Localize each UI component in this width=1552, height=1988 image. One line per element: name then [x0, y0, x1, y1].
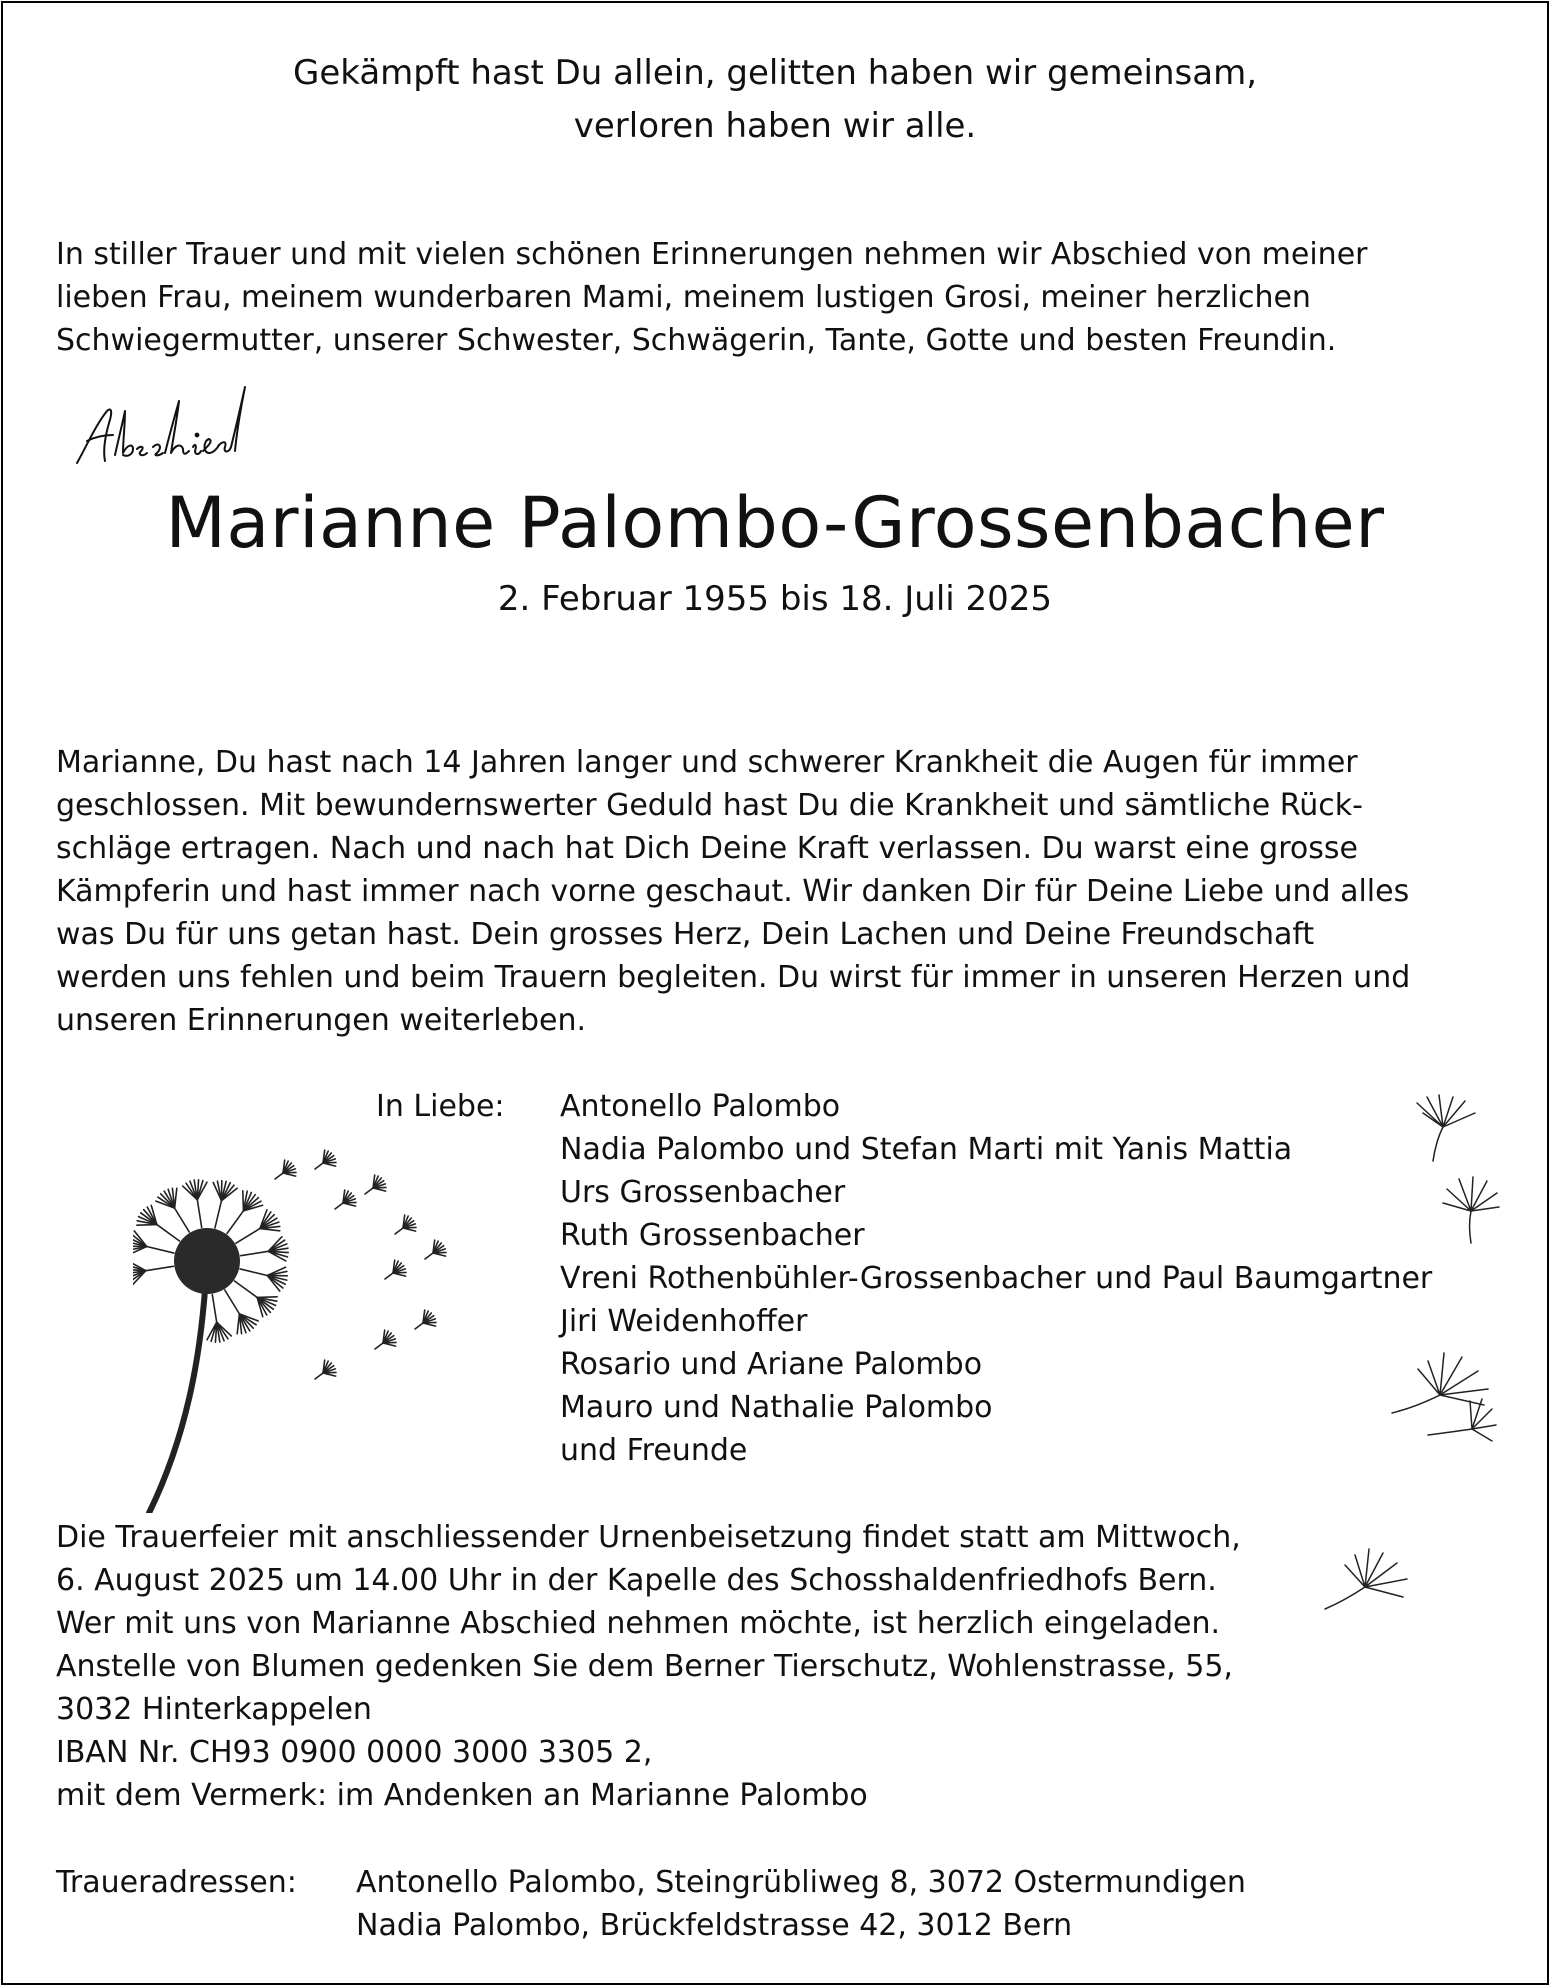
tribute-line: schläge ertragen. Nach und nach hat Dich Deine Kraft verlassen. Du warst eine grosse	[56, 831, 1358, 866]
mourners-list	[560, 1085, 1432, 1472]
dandelion-seed-icon	[1403, 1091, 1483, 1163]
address-line: Antonello Palombo, Steingrübliweg 8, 3072 Ostermundigen	[356, 1865, 1246, 1900]
tribute-line: Kämpferin und hast immer nach vorne geschaut. Wir danken Dir für Deine Liebe und alles	[56, 874, 1410, 909]
ceremony-line: IBAN Nr. CH93 0900 0000 3000 3305 2,	[56, 1735, 653, 1770]
mourners-label: In Liebe:	[376, 1089, 505, 1124]
mourner-name: Ruth Grossenbacher	[560, 1218, 865, 1253]
intro-paragraph	[56, 233, 1506, 362]
address-line: Nadia Palombo, Brückfeldstrasse 42, 3012 Bern	[356, 1908, 1073, 1943]
ceremony-line: 3032 Hinterkappelen	[56, 1692, 372, 1727]
intro-line: lieben Frau, meinem wunderbaren Mami, meinem lustigen Grosi, meiner herzlichen	[56, 280, 1311, 315]
dandelion-seed-icon	[1433, 1173, 1503, 1245]
obituary-card	[1, 1, 1549, 1985]
intro-line: In stiller Trauer und mit vielen schönen Erinnerungen nehmen wir Abschied von meiner	[56, 237, 1368, 272]
motto-line: Gekämpft hast Du allein, gelitten haben wir gemeinsam,	[292, 53, 1258, 93]
ceremony-paragraph	[56, 1516, 1306, 1817]
tribute-line: Marianne, Du hast nach 14 Jahren langer und schwerer Krankheit die Augen für immer	[56, 745, 1358, 780]
tribute-line: geschlossen. Mit bewundernswerter Geduld hast Du die Krankheit und sämtliche Rück-	[56, 788, 1363, 823]
addresses-label: Traueradressen:	[56, 1865, 297, 1900]
ceremony-line: mit dem Vermerk: im Andenken an Marianne Palombo	[56, 1778, 868, 1813]
ceremony-line: Anstelle von Blumen gedenken Sie dem Berner Tierschutz, Wohlenstrasse, 55,	[56, 1649, 1233, 1684]
ceremony-line: Wer mit uns von Marianne Abschied nehmen möchte, ist herzlich eingeladen.	[56, 1606, 1221, 1641]
tribute-line: was Du für uns getan hast. Dein grosses Herz, Dein Lachen und Deine Freundschaft	[56, 917, 1315, 952]
mourner-name: Vreni Rothenbühler-Grossenbacher und Paul Baumgartner	[560, 1261, 1433, 1296]
tribute-line: unseren Erinnerungen weiterleben.	[56, 1003, 587, 1038]
dandelion-seed-icon	[1388, 1343, 1498, 1443]
life-dates: 2. Februar 1955 bis 18. Juli 2025	[497, 579, 1053, 619]
abschied-script	[73, 375, 273, 475]
motto	[3, 47, 1547, 153]
mourner-name: und Freunde	[560, 1433, 748, 1468]
tribute-line: werden uns fehlen und beim Trauern begleiten. Du wirst für immer in unseren Herzen und	[56, 960, 1411, 995]
mourner-name: Antonello Palombo	[560, 1089, 841, 1124]
dandelion-icon	[133, 1133, 453, 1513]
intro-line: Schwiegermutter, unserer Schwester, Schwägerin, Tante, Gotte und besten Freundin.	[56, 323, 1337, 358]
dandelion-seed-icon	[1321, 1543, 1411, 1613]
ceremony-line: 6. August 2025 um 14.00 Uhr in der Kapelle des Schosshaldenfriedhofs Bern.	[56, 1563, 1217, 1598]
deceased-name: Marianne Palombo-Grossenbacher	[165, 482, 1385, 564]
addresses-list	[356, 1861, 1246, 1947]
mourner-name: Mauro und Nathalie Palombo	[560, 1390, 993, 1425]
tribute-paragraph	[56, 741, 1506, 1042]
mourner-name: Rosario und Ariane Palombo	[560, 1347, 983, 1382]
mourner-name: Jiri Weidenhoffer	[560, 1304, 808, 1339]
mourner-name: Nadia Palombo und Stefan Marti mit Yanis Mattia	[560, 1132, 1293, 1167]
ceremony-line: Die Trauerfeier mit anschliessender Urnenbeisetzung findet statt am Mittwoch,	[56, 1520, 1241, 1555]
motto-line: verloren haben wir alle.	[573, 106, 977, 146]
mourner-name: Urs Grossenbacher	[560, 1175, 846, 1210]
